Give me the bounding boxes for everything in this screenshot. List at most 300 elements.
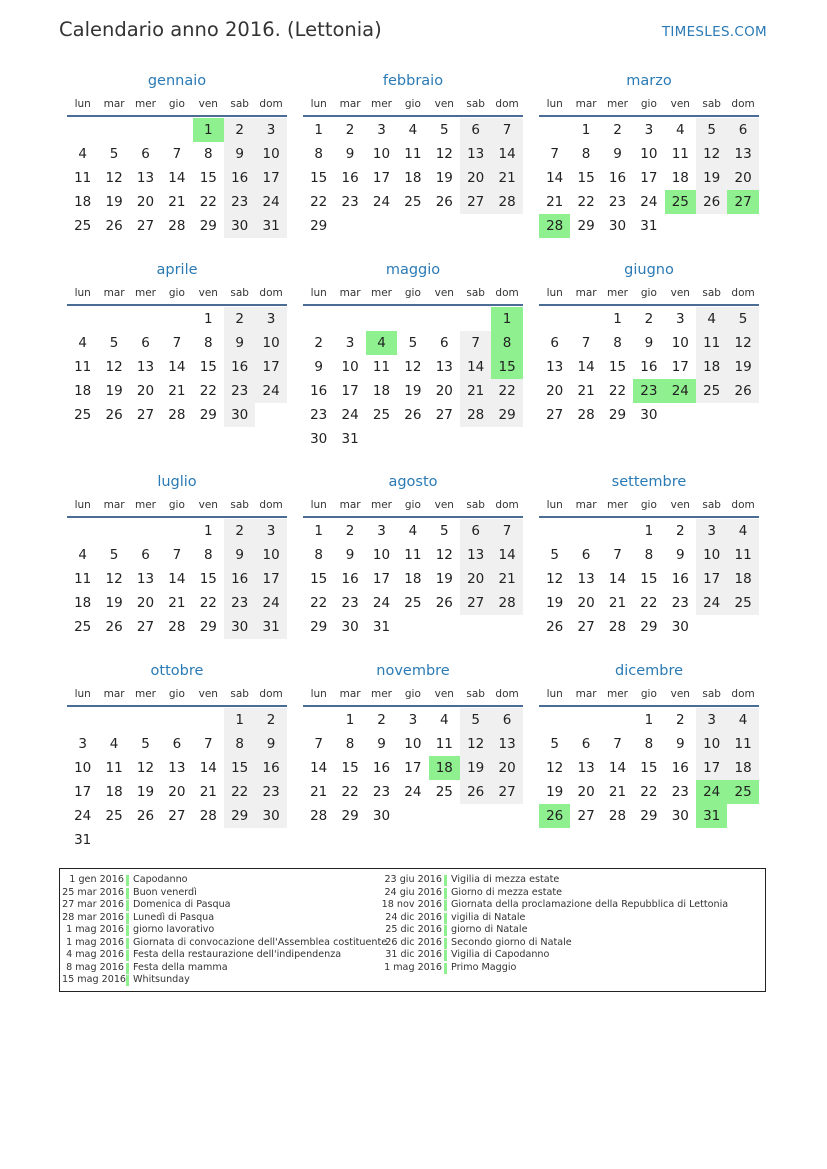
day-cell: 16 <box>671 760 689 776</box>
legend-date: 25 mar 2016 <box>62 886 124 898</box>
day-cell: 16 <box>224 567 255 591</box>
legend-date: 24 giu 2016 <box>384 886 442 898</box>
day-cell: 13 <box>546 359 564 375</box>
day-cell: 31 <box>372 619 391 635</box>
day-cell: 29 <box>640 619 658 635</box>
day-cell: 1 <box>203 523 213 539</box>
month-name: luglio <box>157 474 197 490</box>
legend-date: 1 mag 2016 <box>66 936 124 948</box>
day-cell: 11 <box>404 146 422 162</box>
weekday-label: sab <box>702 688 721 700</box>
day-cell: 19 <box>546 595 564 611</box>
day-cell: 14 <box>168 571 186 587</box>
day-cell: 17 <box>255 567 286 591</box>
day-cell: 1 <box>613 311 622 327</box>
day-cell: 22 <box>310 595 328 611</box>
day-cell: 12 <box>546 571 564 587</box>
day-cell: 6 <box>581 547 591 563</box>
holiday-day-cell: 15 <box>491 355 522 379</box>
day-cell: 10 <box>372 547 391 563</box>
day-cell: 26 <box>546 619 564 635</box>
day-cell: 29 <box>310 218 328 234</box>
day-cell: 22 <box>640 784 658 800</box>
day-cell: 24 <box>372 194 391 210</box>
day-cell: 23 <box>341 194 359 210</box>
month-name: dicembre <box>614 663 684 679</box>
day-cell: 8 <box>613 335 622 351</box>
weekday-label: mar <box>103 98 125 110</box>
day-cell: 14 <box>168 170 186 186</box>
day-cell: 19 <box>105 595 123 611</box>
day-cell: 8 <box>314 146 323 162</box>
day-cell: 19 <box>105 194 123 210</box>
day-cell: 20 <box>136 383 155 399</box>
month-header-rule <box>539 304 759 306</box>
day-cell: 8 <box>644 547 654 563</box>
weekday-label: ven <box>198 98 218 110</box>
day-cell: 28 <box>460 403 491 427</box>
day-cell: 28 <box>491 190 522 214</box>
month-name: settembre <box>611 474 687 490</box>
day-cell: 19 <box>404 383 422 399</box>
weekday-label: lun <box>310 287 327 299</box>
day-cell: 7 <box>613 547 622 563</box>
day-cell: 7 <box>172 335 182 351</box>
weekday-label: mar <box>103 287 125 299</box>
day-cell: 12 <box>460 732 491 756</box>
day-cell: 2 <box>314 335 323 351</box>
day-cell: 17 <box>372 170 391 186</box>
day-cell: 16 <box>608 170 627 186</box>
legend-marker <box>444 938 447 949</box>
day-cell: 17 <box>696 756 727 780</box>
day-cell: 13 <box>491 732 522 756</box>
legend-holiday-name: Capodanno <box>133 874 188 885</box>
day-cell: 28 <box>491 591 522 615</box>
day-cell: 6 <box>581 736 591 752</box>
day-cell: 25 <box>105 808 123 824</box>
legend-marker <box>444 950 447 961</box>
day-cell: 15 <box>640 571 658 587</box>
day-cell: 17 <box>341 383 359 399</box>
day-cell: 18 <box>404 170 422 186</box>
day-cell: 4 <box>675 122 685 138</box>
weekday-label: gio <box>404 287 421 299</box>
day-cell: 3 <box>255 519 286 543</box>
day-cell: 16 <box>671 571 689 587</box>
day-cell: 14 <box>491 142 522 166</box>
month-name: febbraio <box>382 73 444 89</box>
day-cell: 18 <box>74 194 92 210</box>
legend-marker <box>444 963 447 974</box>
day-cell: 29 <box>310 619 328 635</box>
weekday-label: gio <box>404 98 421 110</box>
day-cell: 4 <box>78 547 87 563</box>
day-cell: 24 <box>640 194 658 210</box>
day-cell: 30 <box>341 619 359 635</box>
legend-holiday-name: Vigilia di mezza estate <box>451 874 560 885</box>
day-cell: 24 <box>341 407 359 423</box>
day-cell: 15 <box>199 571 217 587</box>
day-cell: 15 <box>310 170 328 186</box>
weekday-label: mar <box>339 499 361 511</box>
weekday-label: mer <box>370 287 392 299</box>
day-cell: 6 <box>460 118 491 142</box>
day-cell: 11 <box>74 571 92 587</box>
day-cell: 4 <box>727 519 758 543</box>
day-cell: 16 <box>640 359 658 375</box>
day-cell: 30 <box>671 619 689 635</box>
month-name: novembre <box>376 663 450 679</box>
day-cell: 12 <box>136 760 155 776</box>
day-cell: 2 <box>675 523 685 539</box>
day-cell: 27 <box>491 780 522 804</box>
holiday-day-cell: 1 <box>491 307 522 331</box>
weekday-label: mer <box>606 287 628 299</box>
day-cell: 25 <box>404 595 422 611</box>
month-header-rule <box>539 705 759 707</box>
day-cell: 9 <box>613 146 622 162</box>
day-cell: 9 <box>345 547 355 563</box>
day-cell: 11 <box>727 543 758 567</box>
weekday-label: gio <box>640 287 657 299</box>
weekday-label: ven <box>198 287 218 299</box>
weekday-label: dom <box>259 688 283 700</box>
day-cell: 14 <box>608 571 627 587</box>
day-cell: 29 <box>608 407 627 423</box>
day-cell: 30 <box>640 407 658 423</box>
day-cell: 25 <box>435 784 453 800</box>
legend-holiday-name: Buon venerdì <box>133 886 197 898</box>
day-cell: 25 <box>74 218 92 234</box>
day-cell: 1 <box>581 122 591 138</box>
day-cell: 21 <box>310 784 328 800</box>
day-cell: 26 <box>435 194 453 210</box>
weekday-label: mer <box>370 98 392 110</box>
day-cell: 12 <box>435 146 453 162</box>
month-name: ottobre <box>150 663 204 679</box>
weekday-label: lun <box>546 287 563 299</box>
day-cell: 12 <box>404 359 422 375</box>
day-cell: 5 <box>550 547 559 563</box>
holiday-day-cell: 24 <box>696 780 727 804</box>
day-cell: 22 <box>491 379 522 403</box>
day-cell: 29 <box>491 403 522 427</box>
day-cell: 23 <box>608 194 627 210</box>
day-cell: 13 <box>577 760 595 776</box>
weekday-label: ven <box>198 499 218 511</box>
weekday-label: lun <box>74 287 91 299</box>
day-cell: 15 <box>224 756 255 780</box>
weekday-label: lun <box>546 688 563 700</box>
day-cell: 18 <box>74 595 92 611</box>
weekday-label: dom <box>259 287 283 299</box>
weekday-label: dom <box>731 98 755 110</box>
legend-holiday-name: Primo Maggio <box>451 961 517 973</box>
weekday-label: mer <box>370 688 392 700</box>
day-cell: 10 <box>255 142 286 166</box>
day-cell: 15 <box>199 359 217 375</box>
month-name: maggio <box>385 262 441 278</box>
month-header-rule <box>303 304 523 306</box>
weekday-label: mer <box>370 499 392 511</box>
legend-date: 1 mag 2016 <box>384 961 442 973</box>
legend-date: 27 mar 2016 <box>62 899 124 910</box>
legend-date: 28 mar 2016 <box>62 911 124 923</box>
day-cell: 24 <box>404 784 422 800</box>
day-cell: 12 <box>105 571 123 587</box>
day-cell: 2 <box>644 311 654 327</box>
day-cell: 22 <box>310 194 328 210</box>
legend-marker <box>444 888 447 899</box>
day-cell: 20 <box>727 166 758 190</box>
legend-marker <box>126 938 129 949</box>
weekday-label: mar <box>103 688 125 700</box>
day-cell: 22 <box>577 194 595 210</box>
day-cell: 21 <box>608 784 627 800</box>
day-cell: 23 <box>224 379 255 403</box>
weekday-label: dom <box>259 98 283 110</box>
day-cell: 27 <box>435 407 453 423</box>
legend-date: 1 mag 2016 <box>66 924 124 935</box>
legend-holiday-name: Whitsunday <box>133 974 190 985</box>
day-cell: 10 <box>696 732 727 756</box>
day-cell: 30 <box>608 218 627 234</box>
day-cell: 8 <box>644 736 654 752</box>
weekday-label: sab <box>230 499 249 511</box>
day-cell: 21 <box>491 166 522 190</box>
day-cell: 10 <box>255 543 286 567</box>
weekday-label: mer <box>134 499 156 511</box>
site-link[interactable]: TIMESLES.COM <box>661 24 767 40</box>
day-cell: 7 <box>172 146 182 162</box>
day-cell: 10 <box>640 146 658 162</box>
day-cell: 21 <box>168 383 186 399</box>
day-cell: 16 <box>341 571 359 587</box>
day-cell: 23 <box>310 407 328 423</box>
day-cell: 1 <box>203 311 213 327</box>
day-cell: 17 <box>696 567 727 591</box>
holiday-day-cell: 4 <box>366 331 397 355</box>
day-cell: 15 <box>310 571 328 587</box>
weekday-label: dom <box>495 688 519 700</box>
day-cell: 6 <box>439 335 449 351</box>
day-cell: 26 <box>727 379 758 403</box>
day-cell: 29 <box>199 218 217 234</box>
day-cell: 8 <box>203 547 213 563</box>
day-cell: 25 <box>696 379 727 403</box>
month-header-rule <box>303 115 523 117</box>
day-cell: 1 <box>644 712 654 728</box>
day-cell: 11 <box>404 547 422 563</box>
weekday-label: mar <box>103 499 125 511</box>
day-cell: 6 <box>172 736 182 752</box>
day-cell: 26 <box>696 190 727 214</box>
day-cell: 8 <box>224 732 255 756</box>
weekday-label: mar <box>339 287 361 299</box>
day-cell: 21 <box>460 379 491 403</box>
day-cell: 1 <box>314 523 323 539</box>
day-cell: 15 <box>640 760 658 776</box>
day-cell: 21 <box>577 383 595 399</box>
day-cell: 30 <box>224 615 255 639</box>
day-cell: 11 <box>696 331 727 355</box>
day-cell: 20 <box>546 383 564 399</box>
day-cell: 18 <box>404 571 422 587</box>
day-cell: 9 <box>224 543 255 567</box>
day-cell: 20 <box>577 595 595 611</box>
legend-marker <box>126 888 129 899</box>
weekday-label: sab <box>230 98 249 110</box>
day-cell: 30 <box>255 804 286 828</box>
day-cell: 4 <box>78 146 87 162</box>
day-cell: 14 <box>460 355 491 379</box>
weekday-label: gio <box>168 499 185 511</box>
legend-marker <box>126 875 129 886</box>
day-cell: 7 <box>581 335 591 351</box>
day-cell: 9 <box>224 142 255 166</box>
day-cell: 11 <box>105 760 123 776</box>
day-cell: 19 <box>546 784 564 800</box>
weekday-label: ven <box>434 98 454 110</box>
day-cell: 20 <box>460 166 491 190</box>
holiday-day-cell: 25 <box>727 780 758 804</box>
weekday-label: lun <box>310 499 327 511</box>
legend-holiday-name: Festa della mamma <box>133 961 228 973</box>
day-cell: 26 <box>404 407 422 423</box>
day-cell: 23 <box>671 784 689 800</box>
day-cell: 30 <box>671 808 689 824</box>
day-cell: 5 <box>109 335 119 351</box>
day-cell: 4 <box>109 736 119 752</box>
weekday-label: lun <box>74 688 91 700</box>
day-cell: 8 <box>345 736 355 752</box>
day-cell: 22 <box>341 784 359 800</box>
weekday-label: sab <box>702 98 721 110</box>
day-cell: 5 <box>408 335 418 351</box>
day-cell: 5 <box>109 547 119 563</box>
day-cell: 28 <box>199 808 217 824</box>
day-cell: 20 <box>577 784 595 800</box>
day-cell: 18 <box>727 756 758 780</box>
day-cell: 31 <box>74 832 92 848</box>
weekday-label: sab <box>230 287 249 299</box>
day-cell: 21 <box>168 595 186 611</box>
legend-marker <box>444 875 447 886</box>
day-cell: 5 <box>460 708 491 732</box>
weekday-label: dom <box>731 688 755 700</box>
weekday-label: ven <box>670 287 690 299</box>
day-cell: 7 <box>550 146 559 162</box>
weekday-label: gio <box>640 499 657 511</box>
day-cell: 7 <box>491 519 522 543</box>
day-cell: 28 <box>577 407 595 423</box>
day-cell: 17 <box>372 571 391 587</box>
day-cell: 10 <box>696 543 727 567</box>
legend-holiday-name: giorno lavorativo <box>133 924 215 935</box>
day-cell: 15 <box>608 359 627 375</box>
day-cell: 28 <box>310 808 328 824</box>
day-cell: 28 <box>608 619 627 635</box>
weekday-label: sab <box>466 688 485 700</box>
day-cell: 17 <box>255 166 286 190</box>
day-cell: 29 <box>199 619 217 635</box>
day-cell: 9 <box>255 732 286 756</box>
day-cell: 19 <box>105 383 123 399</box>
day-cell: 24 <box>696 591 727 615</box>
legend-holiday-name: giorno di Natale <box>451 924 528 935</box>
day-cell: 27 <box>136 407 155 423</box>
day-cell: 17 <box>640 170 658 186</box>
legend-holiday-name: vigilia di Natale <box>451 911 526 923</box>
legend-date: 4 mag 2016 <box>66 949 124 960</box>
day-cell: 18 <box>671 170 689 186</box>
weekday-label: dom <box>731 499 755 511</box>
weekday-label: ven <box>434 688 454 700</box>
day-cell: 22 <box>199 383 217 399</box>
day-cell: 4 <box>439 712 449 728</box>
holiday-legend <box>59 868 766 992</box>
day-cell: 2 <box>377 712 386 728</box>
day-cell: 21 <box>491 567 522 591</box>
day-cell: 17 <box>404 760 422 776</box>
day-cell: 14 <box>546 170 564 186</box>
day-cell: 26 <box>460 780 491 804</box>
day-cell: 20 <box>136 194 155 210</box>
day-cell: 26 <box>105 619 123 635</box>
legend-date: 26 dic 2016 <box>385 936 442 948</box>
day-cell: 5 <box>439 523 449 539</box>
day-cell: 2 <box>345 122 355 138</box>
holiday-day-cell: 23 <box>633 379 664 403</box>
holiday-day-cell: 25 <box>665 190 696 214</box>
day-cell: 20 <box>168 784 186 800</box>
holiday-day-cell: 28 <box>539 214 570 238</box>
day-cell: 18 <box>74 383 92 399</box>
legend-date: 8 mag 2016 <box>66 961 124 973</box>
weekday-label: mer <box>606 499 628 511</box>
day-cell: 11 <box>372 359 391 375</box>
day-cell: 22 <box>608 383 627 399</box>
legend-holiday-name: Domenica di Pasqua <box>133 899 231 910</box>
day-cell: 10 <box>372 146 391 162</box>
day-cell: 29 <box>224 804 255 828</box>
weekday-label: ven <box>198 688 218 700</box>
day-cell: 19 <box>460 756 491 780</box>
legend-date: 24 dic 2016 <box>385 911 442 923</box>
day-cell: 20 <box>460 567 491 591</box>
legend-date: 1 gen 2016 <box>69 874 124 885</box>
day-cell: 16 <box>224 166 255 190</box>
day-cell: 19 <box>696 166 727 190</box>
day-cell: 9 <box>675 547 685 563</box>
day-cell: 19 <box>435 170 453 186</box>
weekday-label: dom <box>495 499 519 511</box>
day-cell: 26 <box>136 808 155 824</box>
day-cell: 23 <box>671 595 689 611</box>
weekday-label: mar <box>575 287 597 299</box>
day-cell: 2 <box>675 712 685 728</box>
weekday-label: sab <box>702 287 721 299</box>
legend-holiday-name: Festa della restaurazione dell'indipendenza <box>133 949 342 960</box>
weekday-label: ven <box>434 287 454 299</box>
day-cell: 9 <box>377 736 386 752</box>
weekday-label: ven <box>670 499 690 511</box>
day-cell: 13 <box>136 359 155 375</box>
day-cell: 6 <box>141 146 150 162</box>
day-cell: 1 <box>224 708 255 732</box>
day-cell: 18 <box>696 355 727 379</box>
